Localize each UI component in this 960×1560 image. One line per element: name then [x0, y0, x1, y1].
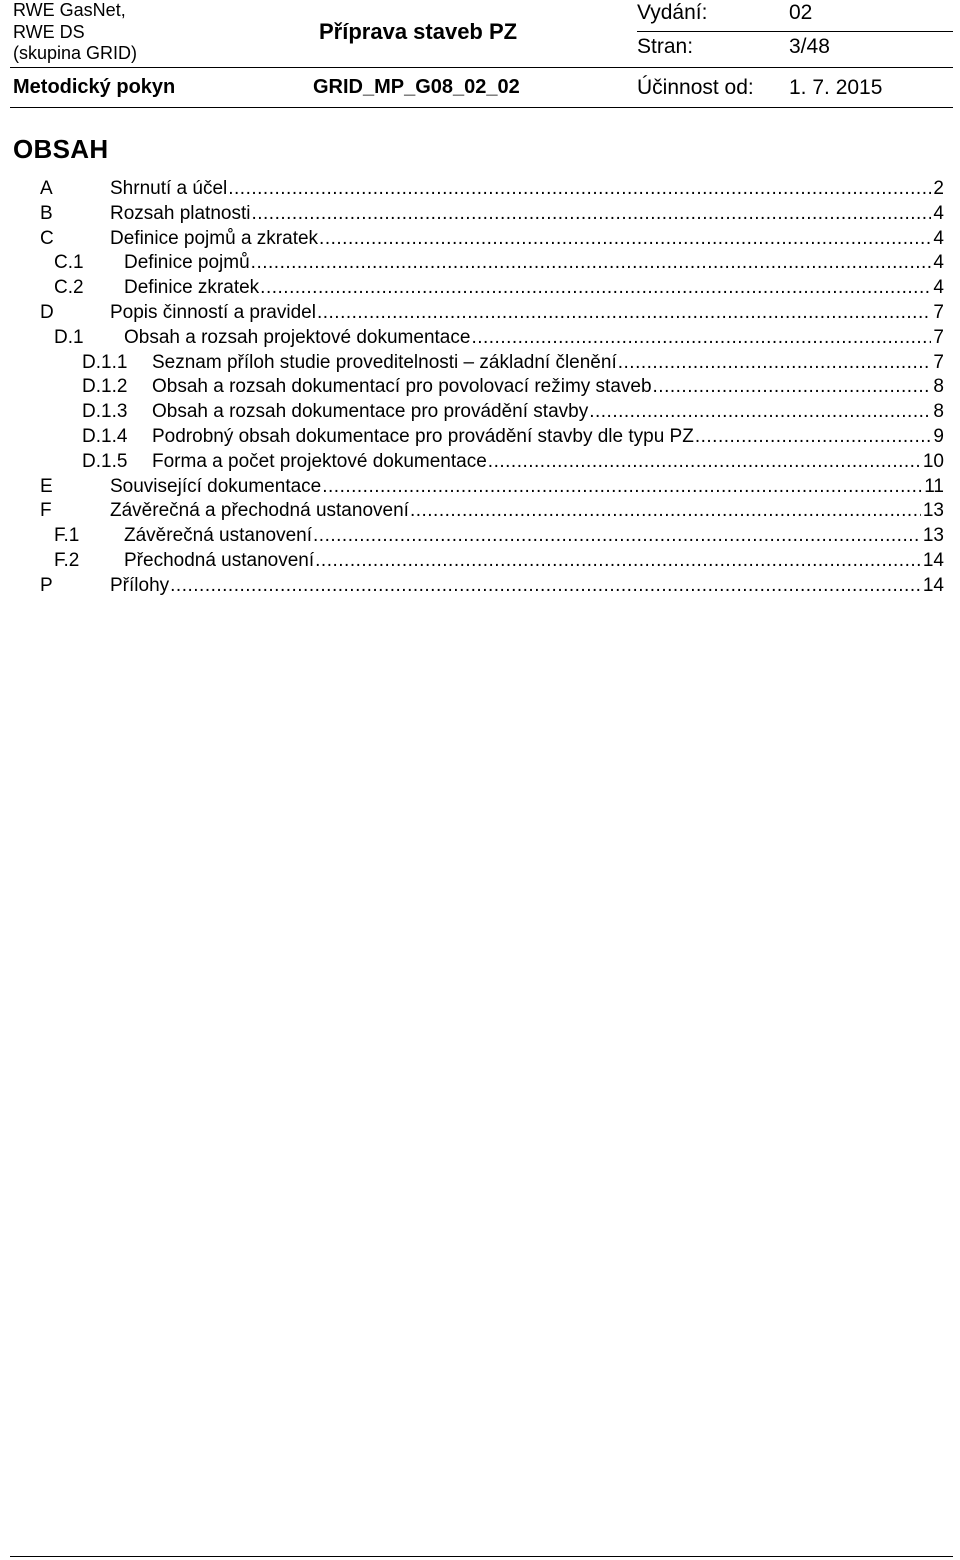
toc-entry-page: 4 — [933, 277, 944, 299]
toc-heading: OBSAH — [13, 134, 109, 164]
toc-entry-page: 8 — [933, 401, 944, 423]
toc-entry-number: E — [40, 475, 53, 497]
toc-entry[interactable] — [82, 425, 944, 450]
toc-entry-title[interactable]: Přílohy — [110, 574, 170, 596]
pages-label: Stran: — [637, 35, 694, 58]
toc-entry[interactable] — [54, 549, 944, 574]
toc-dot-leader — [313, 524, 921, 549]
effective-value: 1. 7. 2015 — [789, 76, 883, 99]
toc-entry-page: 4 — [933, 202, 944, 224]
toc-entry-number: C.2 — [54, 277, 84, 299]
toc-entry[interactable] — [40, 177, 944, 202]
toc-entry-page: 7 — [933, 302, 944, 323]
org-line-3: (skupina GRID) — [13, 43, 138, 63]
toc-entry-title[interactable]: Obsah a rozsah dokumentací pro povolovací režimy staveb — [152, 376, 652, 398]
toc-dot-leader — [319, 227, 931, 252]
toc-dot-leader — [488, 450, 921, 475]
toc-entry-page: 8 — [933, 376, 944, 398]
toc-entry-title[interactable]: Definice pojmů a zkratek — [110, 227, 319, 249]
toc-entry-number: P — [40, 574, 53, 596]
org-line-1: RWE GasNet, — [13, 0, 126, 20]
toc-entry[interactable] — [40, 227, 944, 252]
toc-entry-page: 13 — [922, 500, 944, 522]
toc-entry-page: 13 — [922, 525, 944, 547]
toc-dot-leader — [695, 425, 932, 450]
header-divider-middle — [10, 67, 953, 68]
toc-entry-page: 4 — [933, 227, 944, 249]
toc-entry[interactable] — [54, 326, 944, 351]
toc-entry-number: F.2 — [54, 550, 80, 571]
org-line-2: RWE DS — [13, 22, 85, 42]
header-divider-bottom — [10, 107, 953, 108]
toc-entry[interactable] — [82, 351, 944, 376]
toc-entry[interactable] — [40, 475, 944, 500]
toc-entry-page: 7 — [933, 351, 944, 373]
toc-entry-page: 4 — [933, 252, 944, 274]
toc-entry-title[interactable]: Seznam příloh studie proveditelnosti – základní členění — [152, 351, 617, 373]
edition-label: Vydání: — [637, 1, 708, 24]
toc-entry-number: D.1 — [54, 326, 84, 348]
toc-entry[interactable] — [54, 276, 944, 301]
toc-entry-number: F.1 — [54, 525, 80, 547]
toc-entry-number: C — [40, 227, 54, 249]
toc-dot-leader — [653, 375, 932, 400]
toc-entry[interactable] — [40, 499, 944, 524]
document-title: Příprava staveb PZ — [319, 19, 518, 44]
toc-dot-leader — [410, 499, 921, 524]
toc-dot-leader — [589, 400, 931, 425]
toc-dot-leader — [260, 276, 931, 301]
edition-value: 02 — [789, 1, 813, 24]
toc-entry-number: D — [40, 302, 54, 323]
toc-dot-leader — [322, 475, 922, 500]
toc-entry-number: F — [40, 500, 52, 522]
toc-dot-leader — [315, 549, 921, 574]
toc-entry[interactable] — [40, 301, 944, 326]
toc-entry-page: 7 — [933, 326, 944, 348]
footer-divider — [10, 1556, 953, 1557]
document-type: Metodický pokyn — [13, 76, 176, 98]
toc-entry-title[interactable]: Závěrečná ustanovení — [124, 525, 313, 547]
toc-entry[interactable] — [54, 524, 944, 549]
toc-entry-title[interactable]: Závěrečná a přechodná ustanovení — [110, 500, 409, 522]
toc-entry-page: 2 — [933, 178, 944, 199]
toc-entry-number: D.1.5 — [82, 450, 128, 472]
toc-dot-leader — [251, 202, 931, 227]
toc-dot-leader — [317, 301, 931, 326]
toc-entry-number: D.1.3 — [82, 401, 128, 423]
toc-entry-title[interactable]: Popis činností a pravidel — [110, 302, 316, 323]
toc-entry-title[interactable]: Obsah a rozsah projektové dokumentace — [124, 326, 471, 348]
toc-entry[interactable] — [54, 251, 944, 276]
toc-entry-title[interactable]: Rozsah platnosti — [110, 202, 251, 224]
document-header — [0, 0, 960, 112]
toc-dot-leader — [471, 326, 931, 351]
toc-dot-leader — [170, 574, 921, 599]
toc-entry-title[interactable]: Definice zkratek — [124, 277, 260, 299]
pages-value: 3/48 — [789, 35, 830, 58]
toc-entry-number: A — [40, 178, 53, 199]
toc-entry-number: D.1.4 — [82, 426, 128, 447]
toc-entry[interactable] — [40, 574, 944, 599]
toc-entry-title[interactable]: Shrnutí a účel — [110, 178, 228, 199]
effective-label: Účinnost od: — [637, 76, 754, 99]
toc-entry-title[interactable]: Definice pojmů — [124, 252, 250, 274]
toc-entry-title[interactable]: Forma a počet projektové dokumentace — [152, 450, 487, 472]
toc-entry[interactable] — [40, 202, 944, 227]
toc-entry[interactable] — [82, 375, 944, 400]
toc-entry-number: B — [40, 202, 53, 224]
toc-entry-page: 10 — [922, 450, 944, 472]
toc-entry-title[interactable]: Obsah a rozsah dokumentace pro provádění stavby — [152, 401, 589, 423]
toc-entry-page: 11 — [924, 475, 944, 497]
toc-entry[interactable] — [82, 450, 944, 475]
header-divider-meta — [637, 31, 953, 32]
toc-dot-leader — [251, 251, 932, 276]
toc-entry-number: D.1.1 — [82, 351, 128, 373]
toc-entry-page: 14 — [922, 550, 944, 571]
toc-entry-title[interactable]: Podrobný obsah dokumentace pro provádění stavby dle typu PZ — [152, 426, 694, 447]
toc-entry[interactable] — [82, 400, 944, 425]
toc-entry-page: 9 — [933, 426, 944, 447]
toc-entry-number: D.1.2 — [82, 376, 128, 398]
toc-entry-number: C.1 — [54, 252, 84, 274]
toc-dot-leader — [228, 177, 931, 202]
toc-dot-leader — [618, 351, 932, 376]
toc-entry-page: 14 — [922, 574, 944, 596]
document-code: GRID_MP_G08_02_02 — [313, 76, 520, 98]
toc-entry-title[interactable]: Související dokumentace — [110, 475, 322, 497]
toc-entry-title[interactable]: Přechodná ustanovení — [124, 550, 315, 571]
